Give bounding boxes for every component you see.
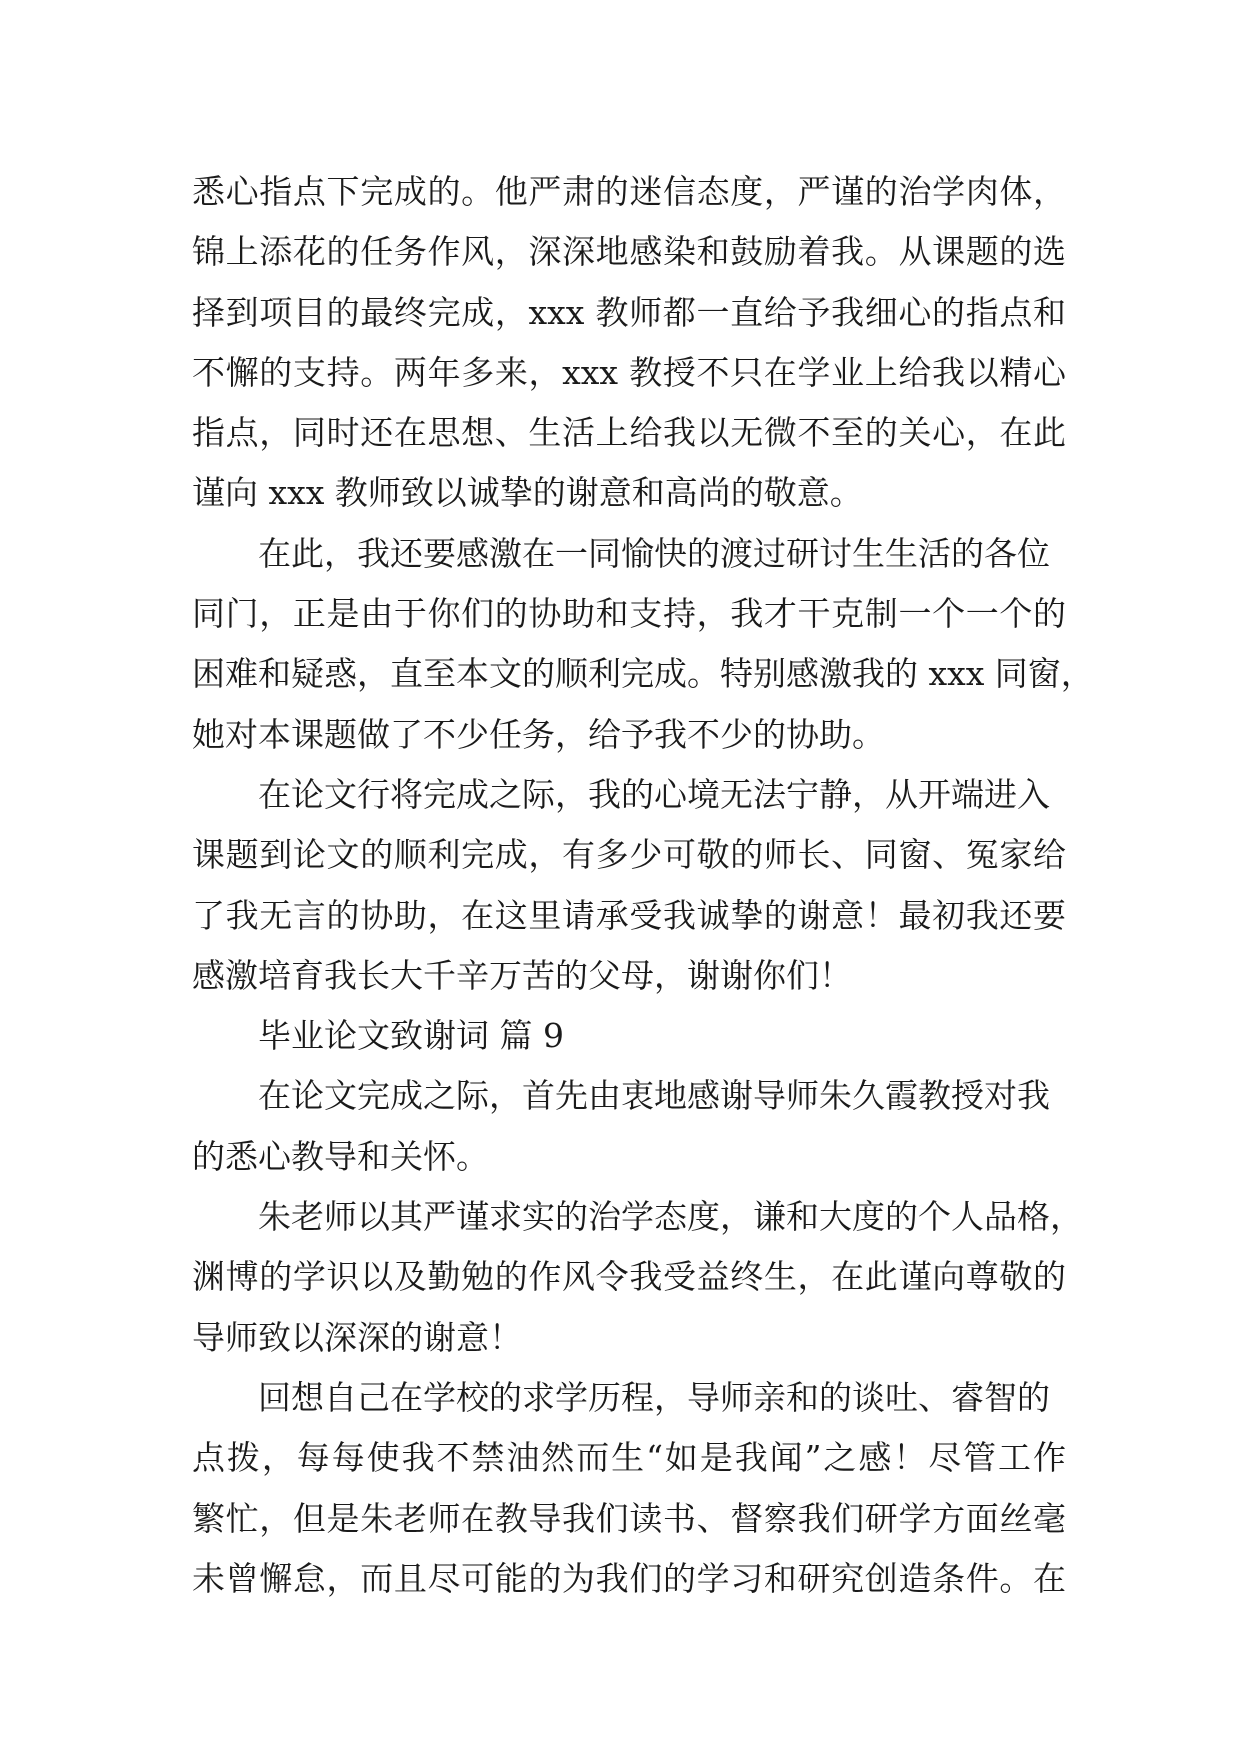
text-line: 她对本课题做了不少任务，给予我不少的协助。 [192,714,885,754]
text-line: 指点，同时还在思想、生活上给我以无微不至的关心，在此 [192,413,1066,453]
text-line: 同门，正是由于你们的协助和支持，我才干克制一个一个的 [192,594,1066,634]
text-line: 在论文完成之际，首先由衷地感谢导师朱久霞教授对我 [258,1076,1050,1116]
text-line: 在论文行将完成之际，我的心境无法宁静，从开端进入 [258,774,1050,814]
text-line: 繁忙，但是朱老师在教导我们读书、督察我们研学方面丝毫 [192,1498,1066,1538]
text-line: 未曾懈怠，而且尽可能的为我们的学习和研究创造条件。在 [192,1558,1066,1598]
text-line: 回想自己在学校的求学历程，导师亲和的谈吐、睿智的 [258,1377,1050,1417]
text-line: 课题到论文的顺利完成，有多少可敬的师长、同窗、冤家给 [192,835,1066,875]
section-heading: 毕业论文致谢词 篇 9 [258,1016,564,1056]
text-line: 不懈的支持。两年多来，xxx 教授不只在学业上给我以精心 [192,352,1066,392]
document-body [192,162,1094,1609]
text-line: 了我无言的协助，在这里请承受我诚挚的谢意！最初我还要 [192,895,1066,935]
text-line: 的悉心教导和关怀。 [192,1136,489,1176]
text-line: 谨向 xxx 教师致以诚挚的谢意和高尚的敬意。 [192,473,863,513]
text-line: 渊博的学识以及勤勉的作风令我受益终生，在此谨向尊敬的 [192,1257,1066,1297]
text-line: 朱老师以其严谨求实的治学态度，谦和大度的个人品格， [258,1197,1083,1237]
text-line: 点拨，每每使我不禁油然而生“如是我闻”之感！尽管工作 [192,1438,1066,1478]
text-line: 困难和疑惑，直至本文的顺利完成。特别感激我的 xxx 同窗， [192,654,1094,694]
text-line: 感激培育我长大千辛万苦的父母，谢谢你们！ [192,955,852,995]
text-line: 择到项目的最终完成，xxx 教师都一直给予我细心的指点和 [192,292,1066,332]
text-line: 导师致以深深的谢意！ [192,1317,522,1357]
text-line: 在此，我还要感激在一同愉快的渡过研讨生生活的各位 [258,533,1050,573]
text-line: 锦上添花的任务作风，深深地感染和鼓励着我。从课题的选 [192,232,1066,272]
text-line: 悉心指点下完成的。他严肃的迷信态度，严谨的治学肉体， [192,172,1066,211]
